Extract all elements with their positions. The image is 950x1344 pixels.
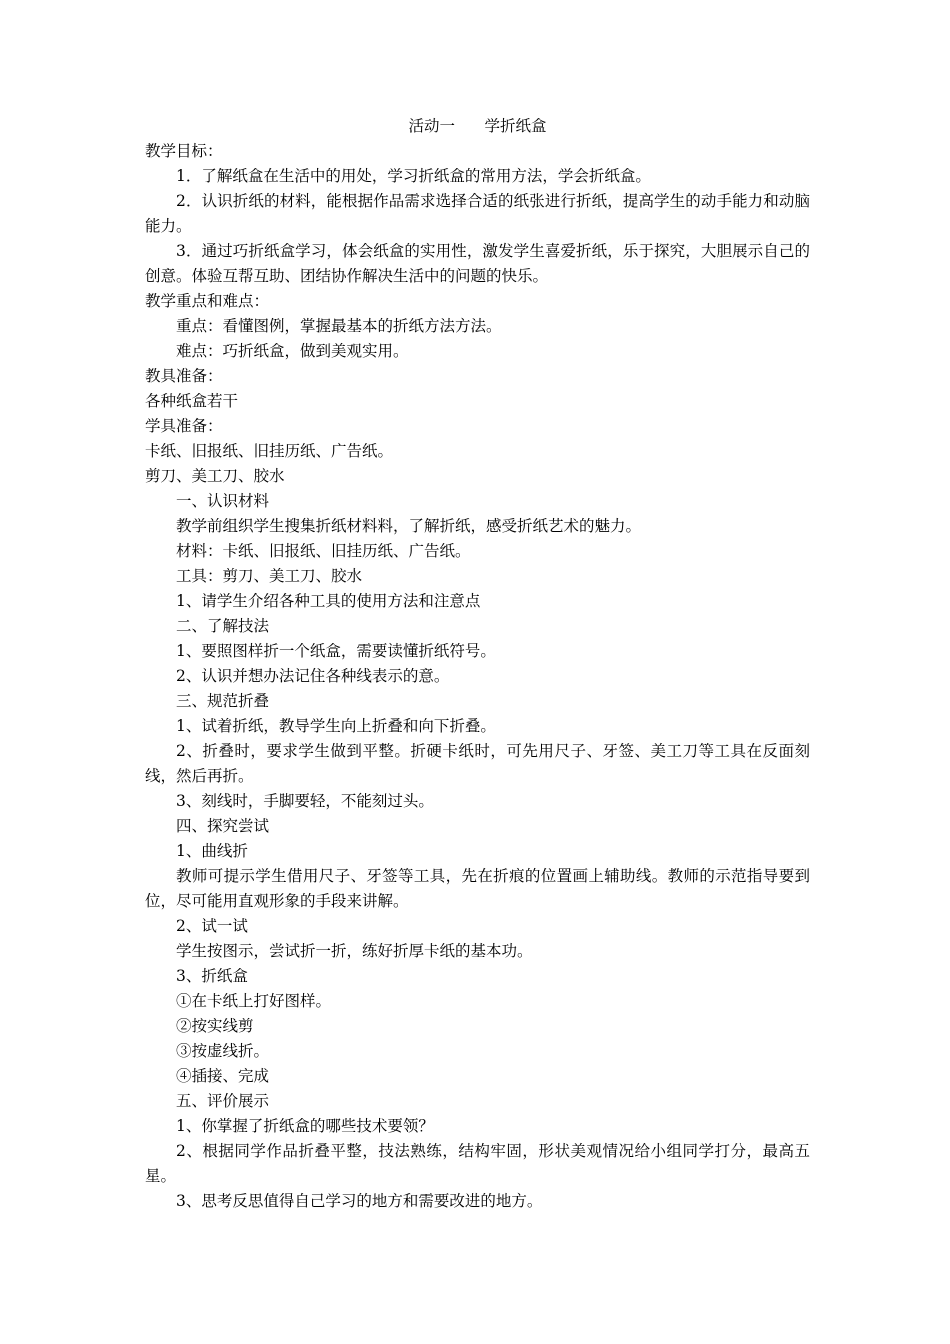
paragraph: 剪刀、美工刀、胶水 (145, 467, 285, 485)
paragraph: 教具准备： (145, 367, 223, 385)
paragraph: 3．通过巧折纸盒学习，体会纸盒的实用性，激发学生喜爱折纸，乐于探究，大胆展示自己的创意。体验互帮互助、团结协作解决生活中的问题的快乐。 (145, 242, 810, 285)
document-page (145, 114, 810, 1214)
paragraph: ③按虚线折。 (176, 1042, 270, 1060)
paragraph: 卡纸、旧报纸、旧挂历纸、广告纸。 (145, 442, 394, 460)
paragraph: 教学重点和难点： (145, 292, 270, 310)
paragraph: 工具：剪刀、美工刀、胶水 (176, 567, 363, 585)
paragraph: 2、认识并想办法记住各种线表示的意。 (176, 667, 450, 685)
paragraph: 3、思考反思值得自己学习的地方和需要改进的地方。 (176, 1192, 543, 1210)
paragraph: 各种纸盒若干 (145, 392, 239, 410)
paragraph: 五、评价展示 (176, 1092, 270, 1110)
paragraph: 1、曲线折 (176, 842, 248, 860)
paragraph: 3、刻线时，手脚要轻，不能刻过头。 (176, 792, 434, 810)
paragraph: 2．认识折纸的材料，能根据作品需求选择合适的纸张进行折纸，提高学生的动手能力和动脑能力。 (145, 192, 810, 235)
paragraph: 学具准备： (145, 417, 223, 435)
paragraph: 四、探究尝试 (176, 817, 270, 835)
paragraph: 1、要照图样折一个纸盒，需要读懂折纸符号。 (176, 642, 496, 660)
paragraph: 教学目标： (145, 142, 223, 160)
paragraph: 三、规范折叠 (176, 692, 270, 710)
paragraph: 3、折纸盒 (176, 967, 248, 985)
document-body (145, 139, 810, 1214)
paragraph: 一、认识材料 (176, 492, 270, 510)
paragraph: 重点：看懂图例，掌握最基本的折纸方法方法。 (176, 317, 502, 335)
paragraph: 2、根据同学作品折叠平整，技法熟练，结构牢固，形状美观情况给小组同学打分，最高五星。 (145, 1142, 810, 1185)
document-title: 活动一 学折纸盒 (408, 117, 547, 135)
paragraph: 二、了解技法 (176, 617, 270, 635)
paragraph: ①在卡纸上打好图样。 (176, 992, 332, 1010)
paragraph: 材料：卡纸、旧报纸、旧挂历纸、广告纸。 (176, 542, 471, 560)
paragraph: 1．了解纸盒在生活中的用处，学习折纸盒的常用方法，学会折纸盒。 (176, 167, 651, 185)
paragraph: 学生按图示，尝试折一折，练好折厚卡纸的基本功。 (176, 942, 533, 960)
paragraph: 2、试一试 (176, 917, 248, 935)
paragraph: ④插接、完成 (176, 1067, 270, 1085)
paragraph: 教学前组织学生搜集折纸材料料，了解折纸，感受折纸艺术的魅力。 (176, 517, 642, 535)
paragraph: 教师可提示学生借用尺子、牙签等工具，先在折痕的位置画上辅助线。教师的示范指导要到位，尽可能用直观形象的手段来讲解。 (145, 867, 810, 910)
paragraph: 2、折叠时，要求学生做到平整。折硬卡纸时，可先用尺子、牙签、美工刀等工具在反面刻线，然后再折。 (145, 742, 810, 785)
paragraph: 1、你掌握了折纸盒的哪些技术要领？ (176, 1117, 434, 1135)
paragraph: 难点：巧折纸盒，做到美观实用。 (176, 342, 409, 360)
paragraph: 1、请学生介绍各种工具的使用方法和注意点 (176, 592, 481, 610)
paragraph: 1、试着折纸，教导学生向上折叠和向下折叠。 (176, 717, 496, 735)
paragraph: ②按实线剪 (176, 1017, 254, 1035)
